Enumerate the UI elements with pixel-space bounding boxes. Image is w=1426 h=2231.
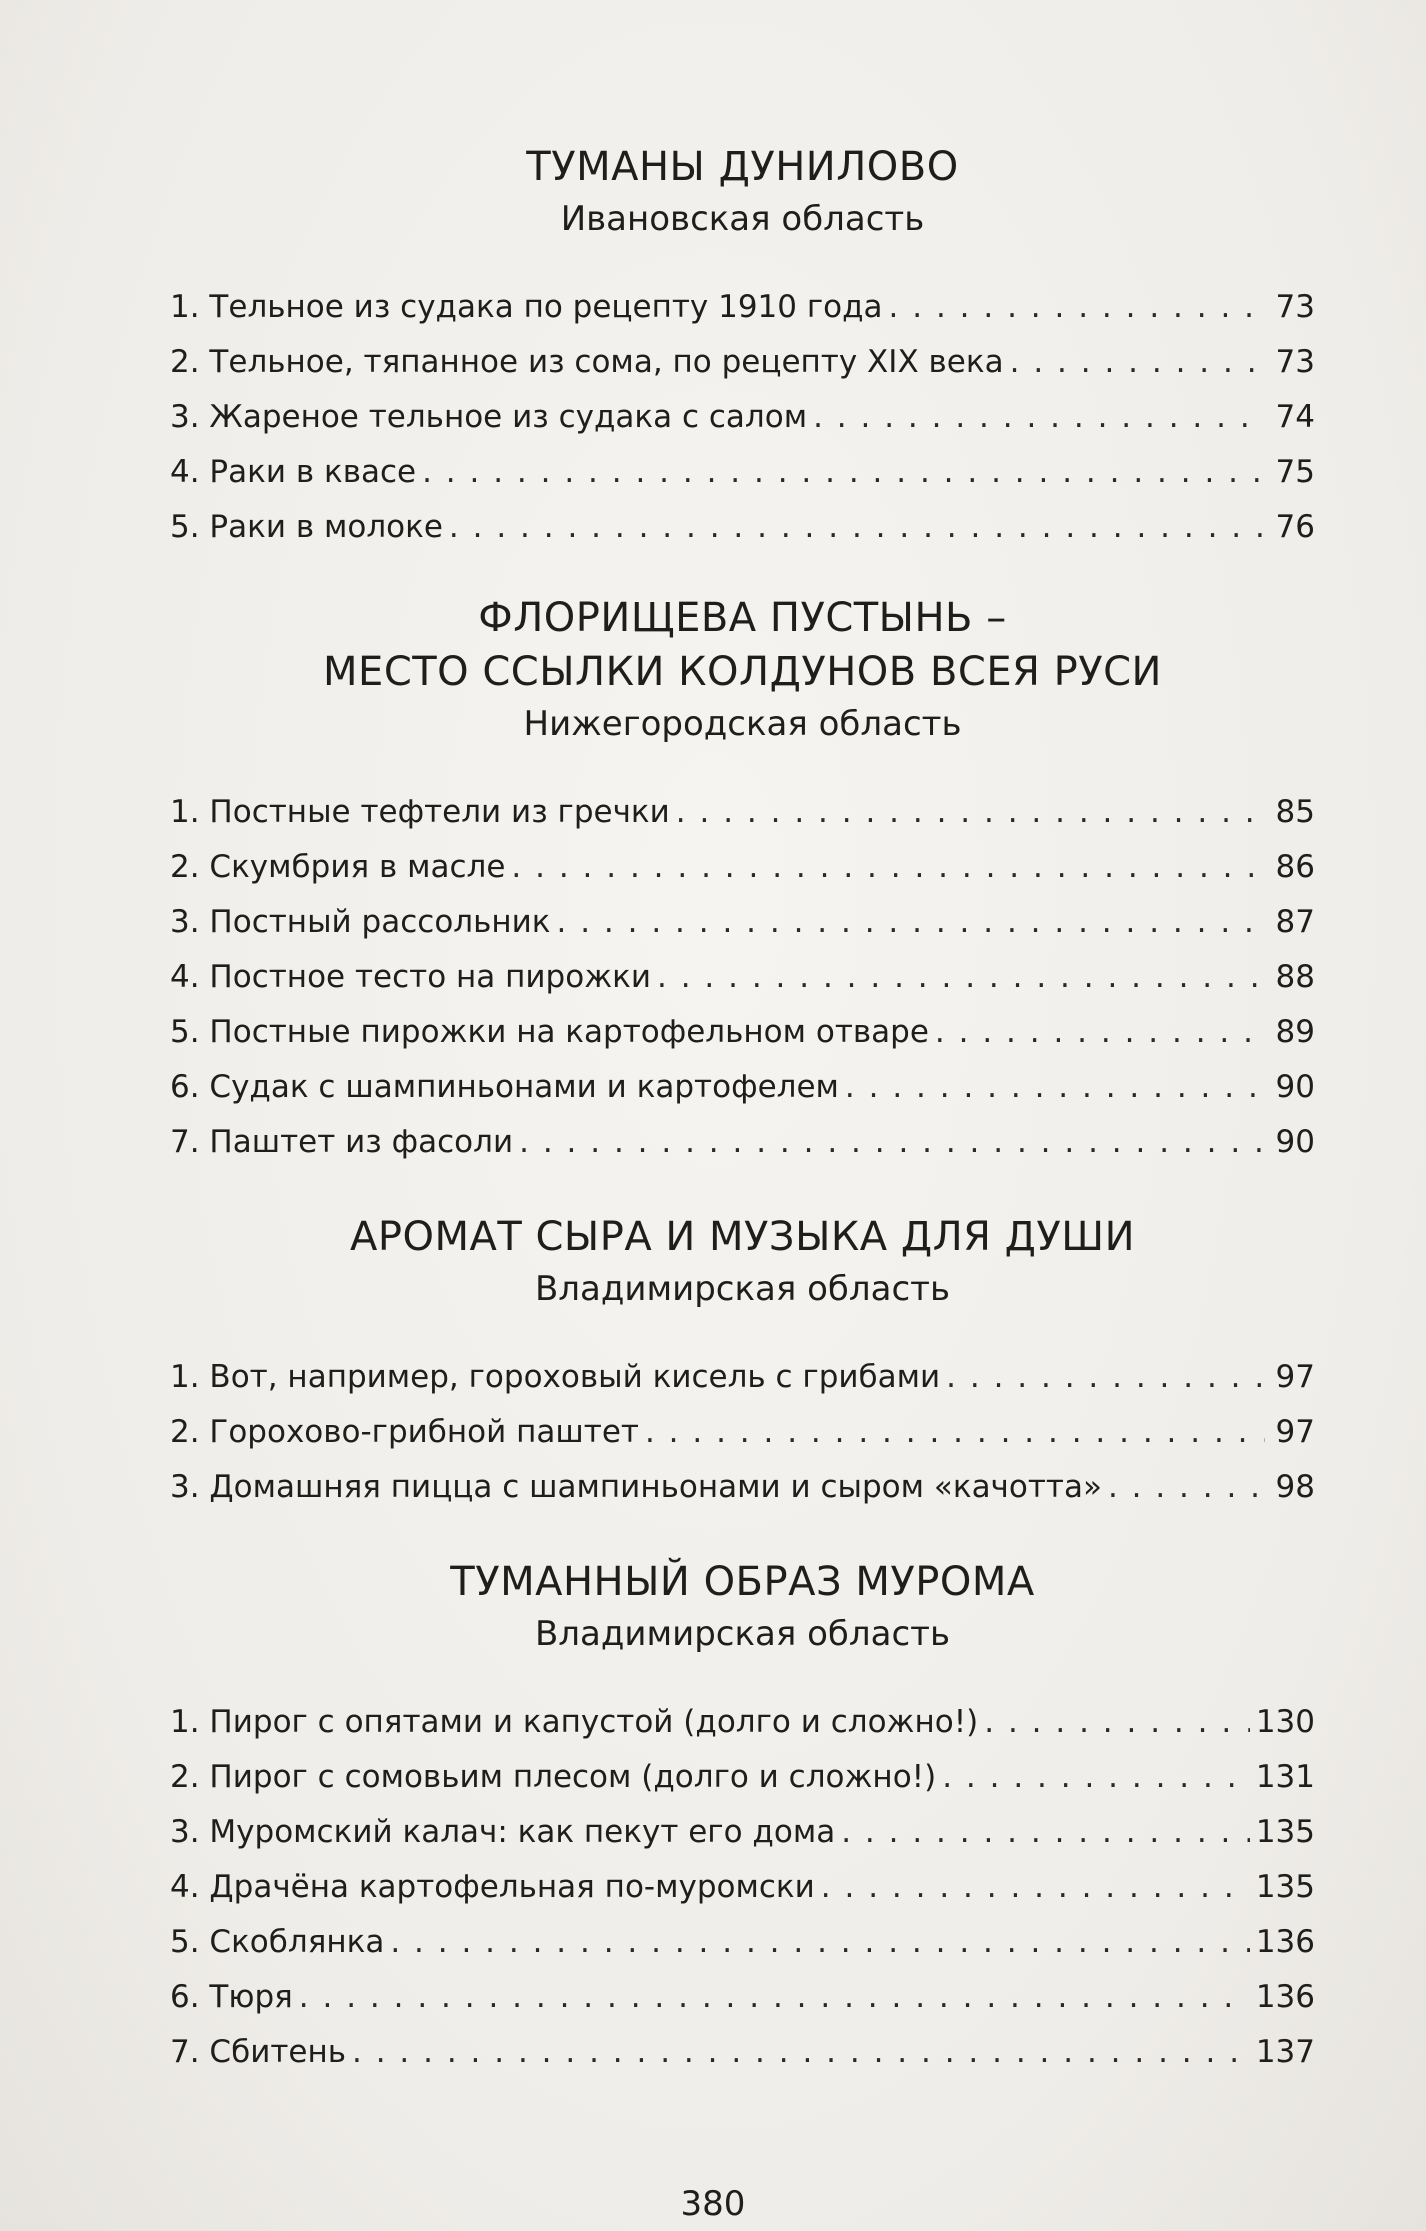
entry-title: 7. Паштет из фасоли (170, 1124, 514, 1160)
entry-title: 2. Горохово-грибной паштет (170, 1414, 639, 1450)
toc-entry[interactable] (170, 335, 1315, 390)
entry-page-number: 76 (1275, 509, 1315, 545)
dot-leader (946, 1350, 1265, 1405)
dot-leader (645, 1405, 1265, 1460)
dot-leader (984, 1695, 1250, 1750)
dot-leader (299, 1970, 1250, 2025)
table-of-contents (170, 140, 1315, 2080)
entry-title: 1. Пирог с опятами и капустой (долго и сложно!) (170, 1704, 979, 1740)
dot-leader (519, 1115, 1265, 1170)
entry-title: 4. Драчёна картофельная по-муромски (170, 1869, 815, 1905)
entry-title: 5. Раки в молоке (170, 509, 443, 545)
entry-page-number: 89 (1275, 1014, 1315, 1050)
toc-section-tumannyi-obraz-muroma (170, 1555, 1315, 2080)
entry-page-number: 74 (1275, 399, 1315, 435)
entry-title: 1. Тельное из судака по рецепту 1910 года (170, 289, 883, 325)
entry-page-number: 85 (1275, 794, 1315, 830)
entry-title: 2. Пирог с сомовьим плесом (долго и сложно!) (170, 1759, 937, 1795)
entry-page-number: 136 (1255, 1924, 1315, 1960)
entry-title: 6. Тюря (170, 1979, 293, 2015)
toc-entry[interactable] (170, 785, 1315, 840)
toc-entry[interactable] (170, 1405, 1315, 1460)
entry-list (170, 1695, 1315, 2080)
toc-entry[interactable] (170, 280, 1315, 335)
section-title: ТУМАННЫЙ ОБРАЗ МУРОМА (450, 1559, 1035, 1605)
section-region: Ивановская область (560, 199, 925, 239)
entry-page-number: 135 (1255, 1814, 1315, 1850)
toc-entry[interactable] (170, 1115, 1315, 1170)
section-region: Нижегородская область (523, 704, 962, 744)
entry-title: 5. Постные пирожки на картофельном отваре (170, 1014, 929, 1050)
toc-entry[interactable] (170, 950, 1315, 1005)
toc-entry[interactable] (170, 1060, 1315, 1115)
entry-page-number: 97 (1275, 1414, 1315, 1450)
entry-title: 3. Жареное тельное из судака с салом (170, 399, 808, 435)
dot-leader (657, 950, 1265, 1005)
toc-entry[interactable] (170, 500, 1315, 555)
page-number: 380 (680, 2184, 746, 2224)
entry-title: 4. Постное тесто на пирожки (170, 959, 651, 995)
dot-leader (821, 1860, 1250, 1915)
toc-entry[interactable] (170, 1695, 1315, 1750)
entry-title: 2. Тельное, тяпанное из сома, по рецепту XIX века (170, 344, 1004, 380)
section-title-line-2: МЕСТО ССЫЛКИ КОЛДУНОВ ВСЕЯ РУСИ (323, 649, 1162, 695)
toc-entry[interactable] (170, 445, 1315, 500)
entry-list (170, 280, 1315, 555)
dot-leader (1108, 1460, 1265, 1515)
dot-leader (841, 1805, 1250, 1860)
section-spacer (170, 1170, 1315, 1210)
entry-page-number: 73 (1275, 344, 1315, 380)
toc-section-florishcheva-pustyn (170, 591, 1315, 1170)
toc-section-aromat-syra (170, 1210, 1315, 1515)
dot-leader (889, 280, 1265, 335)
entry-page-number: 98 (1275, 1469, 1315, 1505)
entry-page-number: 87 (1275, 904, 1315, 940)
toc-entry[interactable] (170, 1970, 1315, 2025)
toc-entry[interactable] (170, 1460, 1315, 1515)
entry-page-number: 136 (1255, 1979, 1315, 2015)
section-spacer (170, 555, 1315, 591)
entry-page-number: 73 (1275, 289, 1315, 325)
entry-page-number: 90 (1275, 1069, 1315, 1105)
section-region: Владимирская область (534, 1614, 951, 1654)
entry-title: 1. Вот, например, гороховый кисель с грибами (170, 1359, 941, 1395)
entry-title: 3. Муромский калач: как пекут его дома (170, 1814, 836, 1850)
entry-page-number: 88 (1275, 959, 1315, 995)
section-title: ТУМАНЫ ДУНИЛОВО (526, 144, 959, 190)
toc-section-tumany-dunilovo (170, 140, 1315, 555)
toc-entry[interactable] (170, 1005, 1315, 1060)
section-title-line-1: ФЛОРИЩЕВА ПУСТЫНЬ – (478, 595, 1007, 641)
dot-leader (935, 1005, 1265, 1060)
section-title: АРОМАТ СЫРА И МУЗЫКА ДЛЯ ДУШИ (349, 1214, 1135, 1260)
dot-leader (352, 2025, 1250, 2080)
dot-leader (676, 785, 1265, 840)
toc-entry[interactable] (170, 840, 1315, 895)
section-region: Владимирская область (534, 1269, 951, 1309)
toc-entry[interactable] (170, 390, 1315, 445)
dot-leader (511, 840, 1265, 895)
entry-title: 5. Скоблянка (170, 1924, 385, 1960)
entry-list (170, 785, 1315, 1170)
entry-page-number: 131 (1255, 1759, 1315, 1795)
section-spacer (170, 1515, 1315, 1555)
toc-entry[interactable] (170, 2025, 1315, 2080)
entry-title: 7. Сбитень (170, 2034, 347, 2070)
toc-entry[interactable] (170, 1915, 1315, 1970)
dot-leader (845, 1060, 1265, 1115)
toc-entry[interactable] (170, 1805, 1315, 1860)
toc-entry[interactable] (170, 1860, 1315, 1915)
entry-title: 3. Домашняя пицца с шампиньонами и сыром «качотта» (170, 1469, 1102, 1505)
entry-page-number: 137 (1255, 2034, 1315, 2070)
dot-leader (557, 895, 1265, 950)
toc-entry[interactable] (170, 1350, 1315, 1405)
entry-title: 3. Постный рассольник (170, 904, 551, 940)
entry-title: 1. Постные тефтели из гречки (170, 794, 670, 830)
entry-page-number: 97 (1275, 1359, 1315, 1395)
entry-page-number: 90 (1275, 1124, 1315, 1160)
entry-page-number: 75 (1275, 454, 1315, 490)
entry-page-number: 86 (1275, 849, 1315, 885)
entry-page-number: 135 (1255, 1869, 1315, 1905)
entry-list (170, 1350, 1315, 1515)
dot-leader (942, 1750, 1250, 1805)
entry-title: 6. Судак с шампиньонами и картофелем (170, 1069, 839, 1105)
entry-page-number: 130 (1255, 1704, 1315, 1740)
entry-title: 2. Скумбрия в масле (170, 849, 506, 885)
dot-leader (1010, 335, 1265, 390)
toc-entry[interactable] (170, 1750, 1315, 1805)
entry-title: 4. Раки в квасе (170, 454, 417, 490)
dot-leader (390, 1915, 1249, 1970)
dot-leader (422, 445, 1265, 500)
dot-leader (449, 500, 1265, 555)
toc-entry[interactable] (170, 895, 1315, 950)
dot-leader (813, 390, 1265, 445)
